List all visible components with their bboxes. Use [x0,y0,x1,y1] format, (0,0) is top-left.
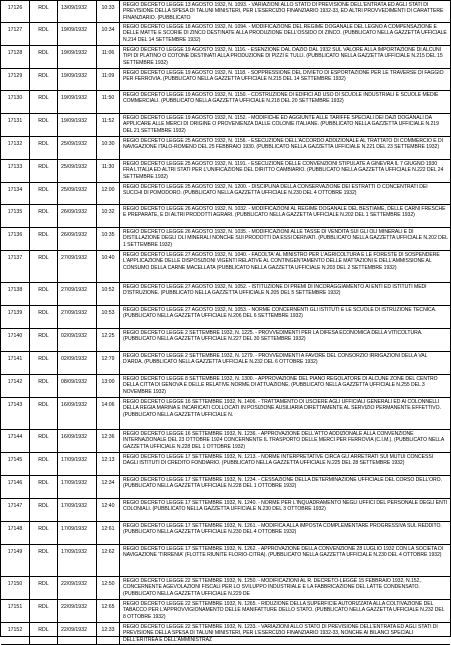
record-description: REGIO DECRETO LEGGE 17 SETTEMBRE 1932, N. 1234. - CESSAZIONE DELLA DETERMINAZIONE UFFICIALE DEL CORSO DELL'ORO. (PUBBLICATO NELLA GAZZETTA UFFICIALE N.228 DEL 1 OTTOBRE 1932) [123,477,442,490]
record-date: 13/09/1932 [58,1,97,22]
record-date: 25/09/1932 [58,183,97,204]
record-date: 25/09/1932 [58,137,97,159]
table-row [1,577,450,600]
record-description: REGIO DECRETO LEGGE 22 SETTEMBRE 1932, N. 1233. - VARIAZIONI ALLO STATO DI PREVISIONE DELL'ENTRATA ED AGLI STATI DI PREVISIONE DELLA SPESA DI TALUNI MINISTERI, PER L'ESERCIZIO FINANZIARIO 1932-33, NONCHE AI BILANCI SPECIALI DELL'ERITREA E DELL'AMMINISTRAZ [123,624,438,643]
record-number: 17132 [1,137,30,159]
record-description: REGIO DECRETO LEGGE 27 AGOSTO 1932, N. 1052. - ISTITUZIONE DI PREMI DI INCORAGGIAMENTO AI ENTI ED ISTITUTI MEDI D'ISTRUZIONE. (PUBBLICATO NELLA GAZZETTA UFFICIALE N.205 DEL 5 SETTEMBRE 1932) [123,284,427,297]
record-time: 12:40 [97,499,120,521]
record-date: 17/09/1932 [58,545,97,576]
record-type: RDL [30,251,58,282]
record-number: 17138 [1,283,30,305]
record-description: REGIO DECRETO LEGGE 25 AGOSTO 1932, N. 1156. - ESECUZIONE DELL'ACCORDO ADDIZIONALE AL TRATTATO DI COMMERCIO E DI NAVIGAZIONE ITALO-ROMENO DEL 25 FEBBRAIO 1930. (PUBBLICATO NELLA GAZZETTA UFFICIALE N.221 DEL 23 SETTEMBRE 1932) [123,138,443,151]
table-row [1,453,450,476]
record-description: REGIO DECRETO LEGGE 13 AGOSTO 1932, N. 1093. - VARIAZIONI ALLO STATO DI PREVISIONE DELL'ENTRATA ED AGLI STATI DI PREVISIONE DELLA SPESA DI TALUNI MINISTERI, PER L'ESERCIZIO FINANZIARIO 1932-33, ED ALTRI PROVVEDIMENTI DI CARATTERE FINANZIARIO. (PUBBLICATO [123,2,444,21]
record-number: 17142 [1,375,30,397]
record-type: RDL [30,1,58,22]
table-row [1,352,450,375]
record-type: RDL [30,228,58,250]
record-description: REGIO DECRETO LEGGE 22 SETTEMBRE 1932, N. 1265. - RIDUZIONE DELLA SUPERFICIE AUTORIZZATA ALLA COLTIVAZIONE DEL TABACCO PER L'APPROVVIGIONAMENTO DELLE MANIFATTURE DELLO STATO. (PUBBLICATO NELLA GAZZETTA UFFICIALE N.232 DEL 8 OTTOBRE 1932) [123,601,445,620]
record-time: 10:33 [97,1,120,22]
record-date: 19/09/1932 [58,69,97,90]
record-type: RDL [30,623,58,644]
record-number: 17131 [1,114,30,136]
record-date: 08/09/1932 [58,375,97,397]
record-number: 17128 [1,46,30,68]
record-type: RDL [30,352,58,374]
record-type: RDL [30,46,58,68]
table-row [1,545,450,577]
record-description: REGIO DECRETO LEGGE 19 AGOSTO 1932, N. 1118. - SOPPRESSIONE DEL DIVIETO DI ESPORTAZIONE PER LE TRAVERSE DI FAGGIO PER FERROVIA. (PUBBLICATO NELLA GAZZETTA UFFICIALE N.215 DEL 14 SETTEMBRE 1932) [123,70,444,83]
table-row [1,306,450,329]
record-type: RDL [30,205,58,227]
record-type: RDL [30,137,58,159]
record-date: 17/09/1932 [58,453,97,475]
table-row [1,522,450,545]
record-time: 14:06 [97,398,120,429]
record-type: RDL [30,375,58,397]
record-type: RDL [30,577,58,599]
record-date: 16/09/1932 [58,398,97,429]
record-type: RDL [30,23,58,45]
record-description: REGIO DECRETO LEGGE 25 AGOSTO 1932, N. 1191. - ESECUZIONE DELLE CONVENZIONI STIPULATE A GINEVRA IL 7 GIUGNO 1930 FRA L'ITALIA ED ALTRI STATI PER L'UNIFICAZIONE DEL DIRITTO CAMBIARIO. (PUBBLICATO NELLA GAZZETTA UFFICIALE N.222 DEL 24 SETTEMBRE 1932) [123,161,444,180]
table-row [1,205,450,228]
record-number: 17130 [1,91,30,113]
record-type: RDL [30,329,58,351]
record-type: RDL [30,283,58,305]
record-description: REGIO DECRETO LEGGE 26 AGOSTO 1932, N. 1035. - MODIFICAZIONI ALLE TASSE DI VENDITA SUI GLI OLI MINERALI E DI DISTILLAZIONE DEGLI OLI MINERALI NONCHE SUI PRODOTTI DA ESSI DERIVATI. (PUBBLICATO NELLA GAZZETTA UFFICIALE N.202 DEL 1 SETTEMBRE 1932) [123,229,448,248]
record-type: RDL [30,69,58,90]
record-time: 10:32 [97,205,120,227]
record-number: 17129 [1,69,30,90]
record-date: 25/09/1932 [58,160,97,182]
record-time: 10:34 [97,23,120,45]
record-date: 19/09/1932 [58,91,97,113]
record-time: 12:50 [97,577,120,599]
record-description: REGIO DECRETO LEGGE 25 AGOSTO 1932, N. 1200. - DISCIPLINA DELLA CONSERVAZIONE DEI ESTRATTI O CONCENTRATI DEI SUCCHI DI POMODORO. (PUBBLICATO NELLA GAZZETTA UFFICIALE N.230 DEL 4 OTTOBRE 1932) [123,184,428,197]
record-date: 22/09/1932 [58,577,97,599]
table-row [1,430,450,453]
record-time: 12:00 [97,183,120,204]
record-description: REGIO DECRETO LEGGE 26 AGOSTO 1932, N. 1032. - MODIFICAZIONI AL REGIME DOGANALE DEL BESTIAME, DELLE CARNI FRESCHE E PREPARATE, E DI ALTRI PRODOTTI AGRARI. (PUBBLICATO NELLA GAZZETTA UFFICIALE N.202 DEL 1 SETTEMBRE 1932) [123,206,446,219]
record-number: 17137 [1,251,30,282]
record-date: 17/09/1932 [58,522,97,544]
record-time: 11:09 [97,69,120,90]
table-row [1,91,450,114]
record-description: REGIO DECRETO LEGGE 2 SETTEMBRE 1932, N. 1279. - PROVVEDIMENTI A FAVORE DEL CONSORZIO IRRIGAZIONI DELLA VAL D'ARDA. (PUBBLICATO NELLA GAZZETTA UFFICIALE N.232 DEL 6 OTTOBRE 1932) [123,353,428,366]
record-type: RDL [30,398,58,429]
record-number: 17139 [1,306,30,328]
record-time: 12:36 [97,430,120,452]
table-row [1,69,450,91]
record-number: 17126 [1,1,30,22]
record-number: 17151 [1,600,30,622]
record-time: 10:30 [97,137,120,159]
record-type: RDL [30,545,58,576]
record-time: 12:13 [97,453,120,475]
record-type: RDL [30,430,58,452]
table-row [1,499,450,522]
record-number: 17145 [1,453,30,475]
record-type: RDL [30,476,58,498]
record-description: REGIO DECRETO LEGGE 27 AGOSTO 1932, N. 1040. - FACOLTA' AL MINISTRO PER L'AGRICOLTURA E LE FORESTE DI SOSPENDERE L'APPLICAZIONE DELLE DISPOSIZIONI VIGENTI RELATIVE AL CONTINGENTAMENTO DELLE MATTAZIONI E DELL'AMMISSIONE AL CONSUMO DELLA CARNE MACELLATA (PUBBLICATO NELLA GAZZETTA UFFICIALE N.203 DEL 2 SETTEMBRE 1932) [123,252,440,271]
record-type: RDL [30,91,58,113]
record-time: 10:53 [97,306,120,328]
record-date: 19/09/1932 [58,114,97,136]
table-row [1,46,450,69]
record-description: REGIO DECRETO LEGGE 22 SETTEMBRE 1932, N. 1250. - MODIFICAZIONI AL R. DECRETO-LEGGE 15 FEBBRAIO 1932, N.152, CONCERNENTE AGEVOLAZIONI FISCALI PER LO SVILUPPO INDUSTRIALE E LA FABBRICAZIONE DEL LATTE CONDENSATO. (PUBBLICATO NELLA GAZZETTA UFFICIALE N.229 DE [123,578,421,597]
table-row [1,160,450,183]
table-row [1,375,450,398]
record-time: 11:06 [97,46,120,68]
record-number: 17148 [1,522,30,544]
record-time: 12:33 [97,623,120,644]
record-number: 17140 [1,329,30,351]
record-description: REGIO DECRETO LEGGE 17 SETTEMBRE 1932, N. 1261. - MODIFICA ALLA IMPOSTA COMPLEMENTARE PROGRESSIVA SUL REDDITO. (PUBBLICATO NELLA GAZZETTA UFFICIALE N.230 DEL 4 OTTOBRE 1932) [123,523,442,536]
record-date: 26/09/1932 [58,228,97,250]
record-type: RDL [30,183,58,204]
record-number: 17147 [1,499,30,521]
record-date: 02/09/1932 [58,352,97,374]
table-row [1,228,450,251]
record-number: 17144 [1,430,30,452]
table-row [1,183,450,205]
record-time: 12:62 [97,545,120,576]
record-number: 17150 [1,577,30,599]
record-date: 17/09/1932 [58,476,97,498]
record-number: 17136 [1,228,30,250]
record-date: 27/09/1932 [58,306,97,328]
record-date: 19/09/1932 [58,46,97,68]
record-date: 19/09/1932 [58,23,97,45]
record-time: 10:35 [97,228,120,250]
record-number: 17141 [1,352,30,374]
record-date: 17/09/1932 [58,499,97,521]
record-number: 17135 [1,205,30,227]
table-row [1,251,450,283]
record-date: 27/09/1932 [58,283,97,305]
record-type: RDL [30,499,58,521]
record-date: 26/09/1932 [58,205,97,227]
record-time: 13:00 [97,375,120,397]
record-date: 22/09/1932 [58,623,97,644]
record-number: 17143 [1,398,30,429]
record-description: REGIO DECRETO LEGGE 17 SETTEMBRE 1932, N. 1213. - NORME INTERPRETATIVE CIRCA GLI ARRETRATI SUI MUTUI CONCESSI DAGLI ISTITUTI DI CREDITO FONDIARIO. (PUBBLICATO NELLA GAZZETTA UFFICIALE N.225 DEL 28 SETTEMBRE 1932) [123,454,434,467]
table-row [1,1,450,23]
record-time: 11:52 [97,114,120,136]
table-row [1,329,450,352]
record-description: REGIO DECRETO LEGGE 17 SETTEMBRE 1932, N. 1262. - APPROVAZIONE DELLA CONVENZIONE 28 LUGLIO 1932 CON LA SOCIETA DI NAVIGAZIONE 'TIRRENIA' (FLOTTE RIUNITE FLORIO-CITRA). (PUBBLICATO NELLA GAZZETTA UFFICIALE N.230 DEL 4 OTTOBRE 1932) [123,546,444,559]
record-number: 17152 [1,623,30,644]
record-time: 11:30 [97,160,120,182]
table-row [1,398,450,430]
table-row [1,114,450,137]
table-row [1,623,450,645]
record-number: 17127 [1,23,30,45]
record-description: REGIO DECRETO LEGGE 18 AGOSTO 1932, N. 1094. - MODIFICAZIONE DEL REGIME DOGANALE DEL LEGNO A COMPENSAZIONE E DELLE MATTE E SCORIE DI ZINCO DESTINATE ALLA PRODUZIONE DELL'OSSIDO DI ZINCO. (PUBBLICATO NELLA GAZZETTA UFFICIALE N.214 DEL 14 SETTEMBRE 1932) [123,24,447,43]
record-description: REGIO DECRETO LEGGE 16 SETTEMBRE 1932, N. 1236. - APPROVAZIONE DELL'ATTO ADDIZIONALE ALLA CONVENZIONE INTERNAZIONALE DEL 23 OTTOBRE 1924 CONCERNENTE IL TRASPORTO DELLE MERCI PER FERROVIA (C.I.M.). (PUBBLICATO NELLA GAZZETTA UFFICIALE N.228 DEL 1 OTTOBRE 1932) [123,431,444,450]
record-number: 17146 [1,476,30,498]
record-description: REGIO DECRETO LEGGE 8 SETTEMBRE 1932, N. 1300. - APPROVAZIONE DEL PIANO REGOLATORE DI ALCUNE ZONE DEL CENTRO DELLA CITTA DI GENOVA E DELLE RELATIVE NORME DI ATTUAZIONE. (PUBBLICATO NELLA GAZZETTA UFFICIALE N.255 DEL 3 NOVEMBRE 1932) [123,376,438,395]
record-time: 11:50 [97,91,120,113]
record-description: REGIO DECRETO LEGGE 16 SETTEMBRE 1932, N. 1406. - TRATTAMENTO DI USCIERE AGLI UFFICIALI GENERALI ED AI COLONNELLI DELLA REGIA MARINA E INCARICATI COLLOCATI IN POSIZIONE AUSILIARIA DIRETTAMENTE AL SERVIZIO PERMANENTE EFFETTIVO. (PUBBLICATO NELLA GAZZETTA UFFICIALE N. [123,399,441,418]
record-type: RDL [30,306,58,328]
record-number: 17133 [1,160,30,182]
table-row [1,476,450,499]
record-time: 12:65 [97,600,120,622]
record-time: 12:61 [97,522,120,544]
table-row [1,600,450,623]
record-time: 10:52 [97,283,120,305]
record-description: REGIO DECRETO LEGGE 19 AGOSTO 1932, N. 1152. - MODIFICHE ED AGGIUNTE ALLE TARIFFE SPECIALI DEI DAZI DOGANALI DA APPLICARE ALLE MERCI DI ORIGINE O PROVENIENZA DALLE COLONIE ITALIANE. (PUBBLICATO NELLA GAZZETTA UFFICIALE N.219 DEL 21 SETTEMBRE 1932) [123,115,439,134]
record-description: REGIO DECRETO LEGGE 19 AGOSTO 1932, N. 1116. - ESENZIONE DAL DAZIO DAL 1932 SUL VALORE ALLA IMPORTAZIONE DI ALCUNI TIPI DI PLATINO O COTONE DESTINATI ALLA PRODUZIONE DI PIZZI E TULLI. (PUBBLICATO NELLA GAZZETTA UFFICIALE N.215 DEL 15 SETTEMBRE 1932) [123,47,443,66]
record-date: 02/09/1932 [58,329,97,351]
record-type: RDL [30,522,58,544]
record-time: 12:79 [97,352,120,374]
record-type: RDL [30,160,58,182]
record-date: 27/09/1932 [58,251,97,282]
record-description: REGIO DECRETO LEGGE 2 SETTEMBRE 1932, N. 1225. - PROVVEDIMENTI PER LA DIFESA ECONOMICA DELLA VITICOLTURA. (PUBBLICATO NELLA GAZZETTA UFFICIALE N.227 DEL 30 SETTEMBRE 1932) [123,330,423,343]
record-type: RDL [30,453,58,475]
record-time: 12:34 [97,476,120,498]
record-number: 17134 [1,183,30,204]
record-description: REGIO DECRETO LEGGE 27 AGOSTO 1932, N. 1053. - NORME CONCERNENTI GLI ISTITUTI E LE SCUOLE DI ISTRUZIONE TECNICA. (PUBBLICATO NELLA GAZZETTA UFFICIALE N.206 DEL 6 SETTEMBRE 1932) [123,307,437,320]
record-time: 12:25 [97,329,120,351]
record-date: 16/09/1932 [58,430,97,452]
table-row [1,137,450,160]
record-description: REGIO DECRETO LEGGE 17 SETTEMBRE 1932, N. 1240. - NORME PER L'INQUADRAMENTO NEGLI UFFICI DEL PERSONALE DEGLI ENTI COLONIALI. (PUBBLICATO NELLA GAZZETTA UFFICIALE N.230 DEL 3 OTTOBRE 1932) [123,500,448,513]
record-description: REGIO DECRETO LEGGE 19 AGOSTO 1932, N. 1150. - COSTRUZIONE DI EDIFICI AD USO DI SCUOLE INDUSTRIALI E SCUOLE MEDIE COMMERCIALI. (PUBBLICATO NELLA GAZZETTA UFFICIALE N.218 DEL 20 SETTEMBRE 1932) [123,92,439,105]
table-row [1,23,450,46]
record-time: 10:40 [97,251,120,282]
record-type: RDL [30,114,58,136]
record-type: RDL [30,600,58,622]
table-row [1,283,450,306]
record-date: 22/09/1932 [58,600,97,622]
record-number: 17149 [1,545,30,576]
